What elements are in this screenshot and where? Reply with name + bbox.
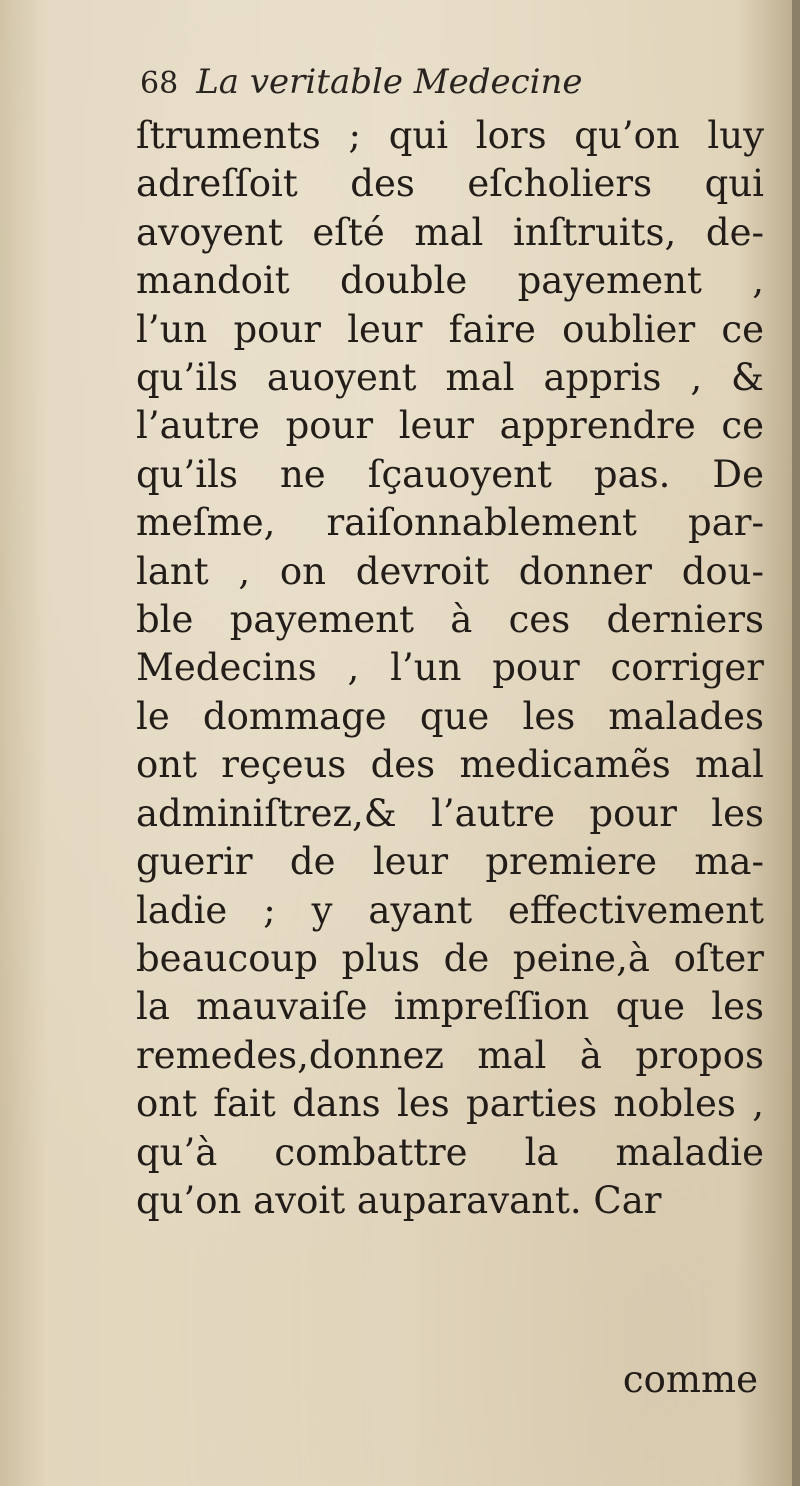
text-line: la mauvaiſe impreſſion que les	[136, 985, 764, 1029]
text-line: l’un pour leur faire oublier ce	[136, 307, 764, 351]
text-line: lant , on devroit donner dou-	[136, 549, 764, 593]
text-line: ont reçeus des medicamẽs mal	[136, 743, 764, 787]
text-line: ladie ; y ayant effectivement	[136, 888, 764, 932]
text-line: adminiſtrez,& l’autre pour les	[136, 791, 764, 835]
text-line: l’autre pour leur apprendre ce	[136, 404, 764, 448]
text-line: qu’à combattre la maladie	[136, 1130, 764, 1174]
text-line: ſtruments ; qui lors qu’on luy	[136, 114, 764, 157]
page-edge	[792, 0, 800, 1486]
running-title: La veritable Medecine	[196, 62, 583, 102]
text-line: qu’ils auoyent mal appris , &	[136, 356, 764, 400]
text-line: meſme, raiſonnablement par-	[136, 501, 764, 545]
text-line: remedes,donnez mal à propos	[136, 1033, 764, 1077]
text-line: le dommage que les malades	[136, 694, 764, 738]
text-line: qu’ils ne ſçauoyent pas. De	[136, 452, 764, 496]
text-line: ont fait dans les parties nobles ,	[136, 1082, 764, 1126]
text-line: guerir de leur premiere ma-	[136, 840, 764, 884]
text-line: qu’on avoit auparavant. Car	[136, 1178, 662, 1222]
text-line: Medecins , l’un pour corriger	[136, 646, 764, 690]
text-line: beaucoup plus de peine,à oſter	[136, 936, 764, 980]
text-line: mandoit double payement ,	[136, 259, 764, 303]
text-line: adreſſoit des eſcholiers qui	[136, 162, 764, 206]
catchword: comme	[622, 1358, 758, 1401]
page-header	[140, 62, 583, 102]
body-text	[136, 112, 764, 1225]
text-line: avoyent eſté mal inſtruits, de-	[136, 210, 764, 254]
text-line: ble payement à ces derniers	[136, 598, 764, 642]
page-number: 68	[140, 66, 179, 101]
